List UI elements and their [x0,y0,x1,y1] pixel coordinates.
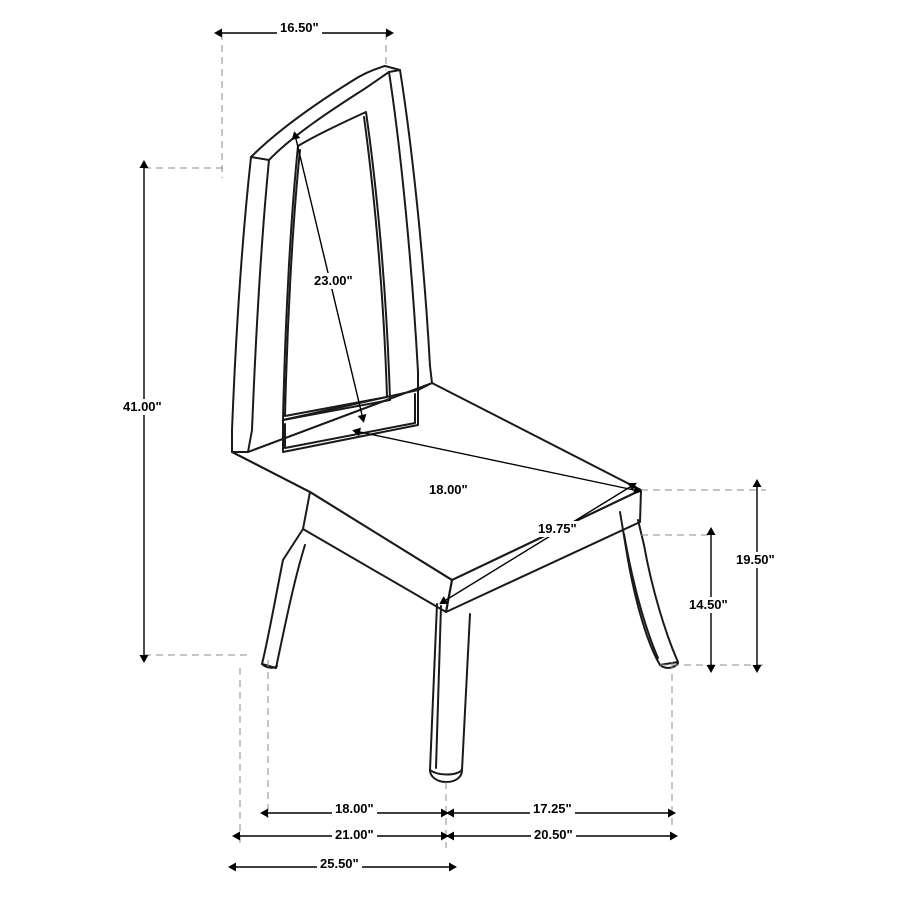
dimension-label-seat-height-back: 19.50" [733,552,778,568]
dimline-seat-depth [360,432,634,490]
dimension-label-seat-depth: 18.00" [426,482,471,498]
dimension-label-base-depth-left: 21.00" [332,827,377,843]
dimension-label-seat-height-front: 14.50" [686,597,731,613]
dimension-label-back-width: 16.50" [277,20,322,36]
dimension-label-base-depth-right: 20.50" [531,827,576,843]
dimline-seat-width [446,487,630,600]
dimension-label-leg-span-left: 18.00" [332,801,377,817]
dimension-lines [144,33,757,867]
extension-guide-lines [144,33,766,848]
dimension-label-overall-depth: 25.50" [317,856,362,872]
dimension-label-back-height: 23.00" [311,273,356,289]
dimension-label-seat-width: 19.75" [535,521,580,537]
dimension-label-leg-span-right: 17.25" [530,801,575,817]
dimension-label-overall-height: 41.00" [120,399,165,415]
